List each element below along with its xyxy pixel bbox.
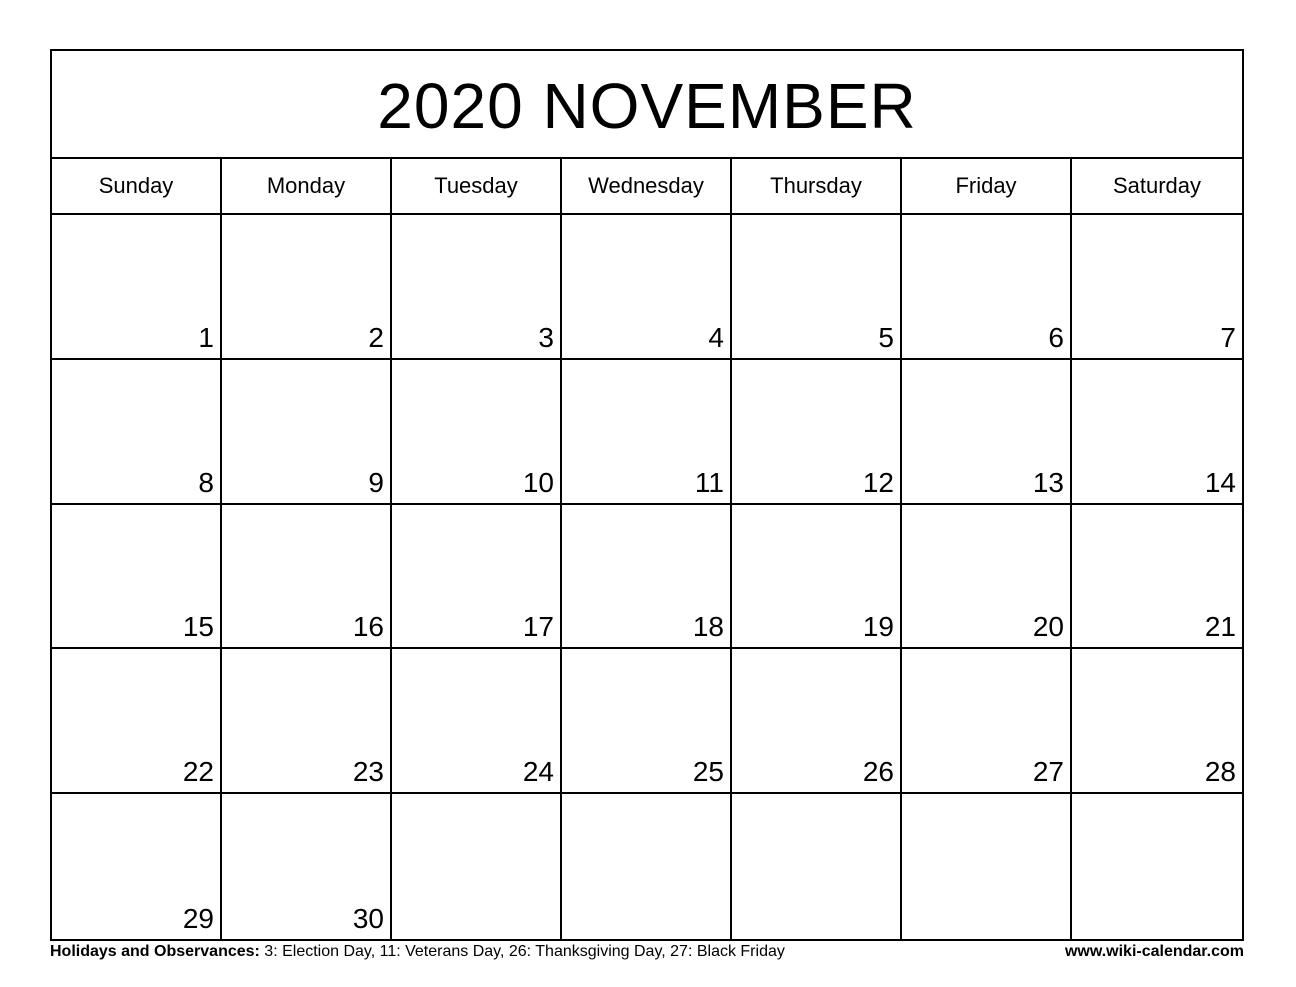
- day-number: 30: [352, 903, 384, 934]
- day-number: 6: [1048, 321, 1064, 353]
- day-number: 12: [862, 466, 894, 498]
- calendar-title: 2020 NOVEMBER: [52, 51, 1242, 159]
- week-row: [52, 794, 1242, 939]
- day-number: 2: [368, 321, 384, 353]
- day-number: 21: [1204, 611, 1236, 643]
- day-cell: [562, 649, 732, 792]
- day-cell: [392, 360, 562, 503]
- website-link[interactable]: www.wiki-calendar.com: [1064, 943, 1244, 960]
- weekday-sunday: Sunday: [52, 159, 222, 213]
- day-number: 15: [182, 611, 214, 643]
- day-number: 27: [1032, 756, 1064, 788]
- day-cell: [222, 505, 392, 648]
- day-cell: [902, 505, 1072, 648]
- day-number: 8: [198, 466, 214, 498]
- day-cell: [902, 360, 1072, 503]
- day-cell: [562, 215, 732, 358]
- day-number: 16: [352, 611, 384, 643]
- day-number: 17: [522, 611, 554, 643]
- day-cell: [1072, 649, 1242, 792]
- day-number: 23: [352, 756, 384, 788]
- day-cell: [732, 794, 902, 939]
- day-cell: [52, 505, 222, 648]
- day-number: 14: [1204, 466, 1236, 498]
- day-cell: [52, 360, 222, 503]
- day-number: 11: [694, 466, 724, 498]
- day-cell: [52, 215, 222, 358]
- day-cell: [732, 215, 902, 358]
- day-cell: [732, 649, 902, 792]
- day-cell: [392, 794, 562, 939]
- calendar-grid: [52, 215, 1242, 939]
- day-cell: [1072, 360, 1242, 503]
- day-cell: [52, 794, 222, 939]
- day-number: 7: [1220, 321, 1236, 353]
- week-row: [52, 505, 1242, 650]
- day-cell: [562, 794, 732, 939]
- weekday-monday: Monday: [222, 159, 392, 213]
- day-cell: [392, 505, 562, 648]
- day-number: 18: [692, 611, 724, 643]
- day-number: 3: [538, 321, 554, 353]
- weekday-wednesday: Wednesday: [562, 159, 732, 213]
- weekday-saturday: Saturday: [1112, 173, 1202, 198]
- weekday-thursday: Thursday: [732, 159, 902, 213]
- day-number: 26: [862, 756, 894, 788]
- day-number: 28: [1204, 756, 1236, 788]
- day-cell: [222, 215, 392, 358]
- day-cell: [1072, 215, 1242, 358]
- calendar: [50, 49, 1244, 941]
- day-cell: [902, 794, 1072, 939]
- week-row: [52, 215, 1242, 360]
- calendar-footer: [50, 943, 1244, 961]
- holidays-note: [50, 943, 785, 961]
- day-cell: [1072, 794, 1242, 939]
- day-cell: [902, 215, 1072, 358]
- day-cell: [222, 360, 392, 503]
- day-number: 9: [368, 466, 384, 498]
- day-cell: [562, 360, 732, 503]
- day-cell: [392, 215, 562, 358]
- day-cell: [1072, 505, 1242, 648]
- day-number: 29: [182, 903, 214, 934]
- day-cell: [222, 649, 392, 792]
- day-number: 25: [692, 756, 724, 788]
- holidays-list: 3: Election Day, 11: Veterans Day, 26: Thanksgiving Day, 27: Black Friday: [259, 943, 785, 960]
- weekday-header-row: [52, 159, 1242, 215]
- holidays-label: Holidays and Observances:: [50, 943, 260, 960]
- day-cell: [902, 649, 1072, 792]
- weekday-tuesday: Tuesday: [392, 159, 562, 213]
- day-number: 4: [708, 321, 724, 353]
- day-cell: [732, 360, 902, 503]
- day-cell: [222, 794, 392, 939]
- day-number: 20: [1032, 611, 1064, 643]
- day-number: 24: [522, 756, 554, 788]
- day-number: 5: [878, 321, 894, 353]
- day-number: 13: [1032, 466, 1064, 498]
- day-cell: [52, 649, 222, 792]
- day-cell: [732, 505, 902, 648]
- day-cell: [562, 505, 732, 648]
- day-cell: [392, 649, 562, 792]
- day-number: 22: [182, 756, 214, 788]
- week-row: [52, 360, 1242, 505]
- day-number: 10: [522, 466, 554, 498]
- weekday-friday: Friday: [902, 159, 1072, 213]
- week-row: [52, 649, 1242, 794]
- day-number: 1: [198, 321, 214, 353]
- day-number: 19: [862, 611, 894, 643]
